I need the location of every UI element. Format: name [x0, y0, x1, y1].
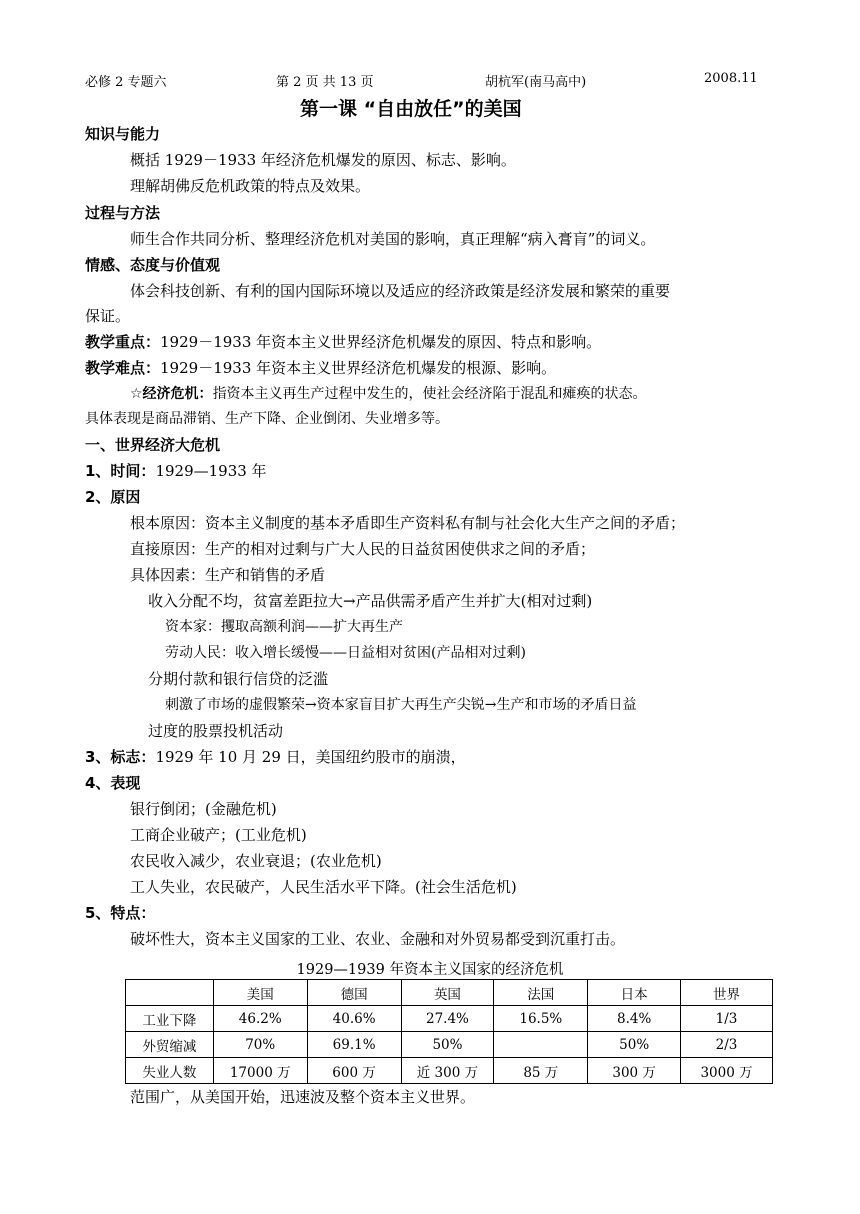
table-cell: 40.6%	[307, 1006, 401, 1032]
table-header-cell: 德国	[307, 980, 401, 1006]
table-cell: 50%	[588, 1032, 681, 1058]
table-cell: 50%	[401, 1032, 494, 1058]
cause-credit: 分期付款和银行信贷的泛滥	[148, 670, 329, 688]
key-point	[85, 332, 601, 352]
table-cell: 3000 万	[681, 1058, 773, 1084]
header-date: 2008.11	[704, 71, 758, 86]
key-point-text: 1929－1933 年资本主义世界经济危机爆发的原因、特点和影响。	[160, 333, 602, 351]
show-line-4: 工人失业，农民破产，人民生活水平下降。(社会生活危机)	[130, 878, 517, 896]
emotion-line-2: 保证。	[85, 307, 131, 325]
table-cell: 300 万	[588, 1058, 681, 1084]
table-cell: 70%	[213, 1032, 307, 1058]
table-header-cell: 英国	[401, 980, 494, 1006]
table-cell: 17000 万	[213, 1058, 307, 1084]
part1-heading: 一、世界经济大危机	[85, 436, 221, 454]
mark-text: 1929 年 10 月 29 日，美国纽约股市的崩溃，	[155, 748, 466, 766]
difficult-point-text: 1929－1933 年资本主义世界经济危机爆发的根源、影响。	[160, 359, 557, 377]
table-header-cell: 法国	[494, 980, 588, 1006]
knowledge-heading: 知识与能力	[85, 125, 161, 143]
time-label: 1、时间：	[85, 462, 156, 480]
show-line-1: 银行倒闭；(金融危机)	[130, 800, 277, 818]
table-header-cell: 日本	[588, 980, 681, 1006]
page-title: 第一课 “自由放任”的美国	[300, 98, 522, 120]
show-line-3: 农民收入减少，农业衰退；(农业危机)	[130, 852, 382, 870]
cause-income: 收入分配不均，贫富差距拉大→产品供需矛盾产生并扩大(相对过剩)	[148, 592, 593, 610]
show-heading: 4、表现	[85, 774, 141, 792]
feature-line-2: 范围广，从美国开始，迅速波及整个资本主义世界。	[130, 1088, 476, 1106]
table-row	[126, 1032, 773, 1058]
definition-line-2: 具体表现是商品滞销、生产下降、企业倒闭、失业增多等。	[85, 411, 449, 427]
mark-line	[85, 747, 466, 767]
mark-label: 3、标志：	[85, 748, 156, 766]
table-cell: 27.4%	[401, 1006, 494, 1032]
table-cell	[494, 1032, 588, 1058]
header-course: 必修 2 专题六	[85, 75, 167, 90]
header-author: 胡杭军(南马高中)	[485, 75, 587, 90]
table-cell: 1/3	[681, 1006, 773, 1032]
cause-root: 根本原因：资本主义制度的基本矛盾即生产资料私有制与社会化大生产之间的矛盾；	[130, 514, 686, 532]
difficult-point	[85, 358, 556, 378]
table-cell: 600 万	[307, 1058, 401, 1084]
table-cell: 16.5%	[494, 1006, 588, 1032]
cause-direct: 直接原因：生产的相对过剩与广大人民的日益贫困使供求之间的矛盾；	[130, 540, 596, 558]
table-cell: 近 300 万	[401, 1058, 494, 1084]
knowledge-line-2: 理解胡佛反危机政策的特点及效果。	[130, 177, 371, 195]
table-row	[126, 1058, 773, 1084]
cause-stock: 过度的股票投机活动	[148, 722, 284, 740]
table-row	[126, 1006, 773, 1032]
header-page-number: 第 2 页 共 13 页	[276, 75, 374, 90]
table-cell: 工业下降	[126, 1006, 214, 1032]
show-line-2: 工商企业破产；(工业危机)	[130, 826, 307, 844]
table-cell: 失业人数	[126, 1058, 214, 1084]
knowledge-line-1: 概括 1929－1933 年经济危机爆发的原因、标志、影响。	[130, 151, 516, 169]
table-header-row	[126, 980, 773, 1006]
key-point-label: 教学重点：	[85, 333, 161, 351]
time-text: 1929—1933 年	[155, 462, 267, 480]
definition-text: 指资本主义再生产过程中发生的，使社会经济陷于混乱和瘫痪的状态。	[212, 386, 647, 402]
table-cell: 69.1%	[307, 1032, 401, 1058]
table-cell: 46.2%	[213, 1006, 307, 1032]
cause-labor: 劳动人民：收入增长缓慢——日益相对贫困(产品相对过剩)	[165, 645, 526, 661]
time-line	[85, 461, 267, 481]
cause-credit-detail: 刺激了市场的虚假繁荣→资本家盲目扩大再生产尖锐→生产和市场的矛盾日益	[165, 697, 637, 713]
cause-heading: 2、原因	[85, 488, 141, 506]
process-line-1: 师生合作共同分析、整理经济危机对美国的影响，真正理解“病入膏肓”的词义。	[130, 230, 656, 248]
cause-specific: 具体因素：生产和销售的矛盾	[130, 566, 326, 584]
table-cell: 8.4%	[588, 1006, 681, 1032]
difficult-point-label: 教学难点：	[85, 359, 161, 377]
process-heading: 过程与方法	[85, 204, 161, 222]
emotion-line-1: 体会科技创新、有利的国内国际环境以及适应的经济政策是经济发展和繁荣的重要	[130, 282, 671, 300]
table-cell: 85 万	[494, 1058, 588, 1084]
table-cell: 外贸缩减	[126, 1032, 214, 1058]
economic-crisis-table	[125, 979, 773, 1084]
definition-label: ☆经济危机：	[130, 386, 213, 402]
feature-heading: 5、特点：	[85, 904, 156, 922]
definition-line-1	[130, 384, 647, 404]
table-cell: 2/3	[681, 1032, 773, 1058]
emotion-heading: 情感、态度与价值观	[85, 256, 221, 274]
feature-line-1: 破坏性大，资本主义国家的工业、农业、金融和对外贸易都受到沉重打击。	[130, 930, 626, 948]
table-header-cell	[126, 980, 214, 1006]
table-caption: 1929—1939 年资本主义国家的经济危机	[296, 962, 564, 978]
cause-capitalist: 资本家：攫取高额利润——扩大再生产	[165, 619, 403, 635]
table-header-cell: 世界	[681, 980, 773, 1006]
table-header-cell: 美国	[213, 980, 307, 1006]
